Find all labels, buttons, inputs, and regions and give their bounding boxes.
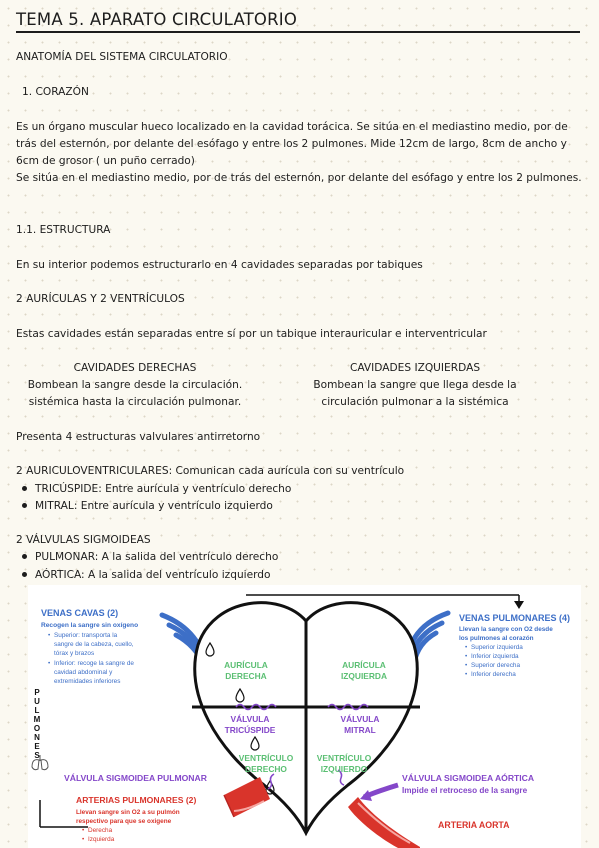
intro-paragraph-1: Es un órgano muscular hueco localizado en la cavidad torácica. Se sitúa en el mediastino medio, por de trás del esternón, por delante del esófago y entre los 2 pulmones. Mide 12cm de largo, 8cm de ancho y 6cm de grosor ( un puño cerrado)	[16, 121, 568, 167]
pulmones-letter: U	[34, 697, 40, 706]
bullet-icon: •	[48, 660, 51, 667]
bullet-icon: •	[82, 827, 85, 834]
av-heading: 2 AURICULOVENTRICULARES: Comunican cada aurícula con su ventrículo	[16, 465, 405, 477]
valvula-tricuspide-label: TRICÚSPIDE	[224, 725, 276, 735]
arterias-pulmonares-item: Derecha	[88, 827, 113, 834]
ventriculo-derecho-label: VENTRÍCULO	[238, 753, 294, 763]
list-item: PULMONAR: A la salida del ventrículo derecho	[22, 549, 278, 566]
cavities-count: 2 AURÍCULAS Y 2 VENTRÍCULOS	[16, 293, 185, 305]
venas-cavas-superior-line: Superior: transporta la	[54, 632, 118, 639]
venas-cavas-inferior-line: Inferior: recoge la sangre de	[54, 660, 134, 667]
valvula-mitral-label: VÁLVULA	[340, 714, 380, 724]
venas-pulmonares-item: Superior izquierda	[471, 644, 523, 651]
valvula-tricuspide-label: VÁLVULA	[230, 714, 270, 724]
bullet-icon: •	[465, 671, 468, 678]
estructura-heading: 1.1. ESTRUCTURA	[16, 224, 111, 236]
sigmoid-heading: 2 VÁLVULAS SIGMOIDEAS	[16, 534, 151, 546]
valves-intro: Presenta 4 estructuras valvulares antirretorno	[16, 431, 261, 443]
pulmones-letter: L	[34, 706, 40, 715]
right-cavities-heading: CAVIDADES DERECHAS	[73, 362, 197, 374]
left-cavities-line-1: Bombean la sangre que llega desde la	[313, 379, 517, 391]
venas-cavas-subtitle: Recogen la sangre sin oxígeno	[41, 622, 139, 629]
pulmones-letter: E	[34, 742, 40, 751]
title-underline	[16, 31, 580, 33]
arterias-pulmonares-item: Izquierda	[88, 836, 115, 843]
bullet-icon: •	[82, 836, 85, 843]
list-item: MITRAL: Entre aurícula y ventrículo izquierdo	[22, 498, 273, 515]
ventriculo-izquierdo-label: IZQUIERDO	[320, 764, 368, 774]
ventriculo-izquierdo-label: VENTRÍCULO	[316, 753, 372, 763]
right-cavities-line-2: sistémica hasta la circulación pulmonar.	[28, 396, 242, 408]
venas-cavas-superior-line: sangre de la cabeza, cuello,	[54, 641, 134, 648]
pulmones-letter: N	[34, 733, 40, 742]
auricula-izquierda-label: AURÍCULA	[342, 660, 386, 670]
valvula-sigmoidea-aortica-label: VÁLVULA SIGMOIDEA AÓRTICA	[402, 773, 535, 783]
intro-paragraph-2: Se sitúa en el mediastino medio, por de trás del esternón, por delante del esófago y entre los 2 pulmones.	[16, 172, 582, 184]
aortica-description: Impide el retroceso de la sangre	[402, 786, 528, 795]
subsection-heading: 1. CORAZÓN	[22, 86, 89, 98]
aorta-vessel	[348, 797, 420, 848]
venas-cavas-inferior-line: cavidad abdominal y	[54, 669, 113, 676]
left-cavities-line-2: circulación pulmonar a la sistémica	[321, 396, 509, 408]
bullet-icon: •	[465, 662, 468, 669]
right-cavities-line-1: Bombean la sangre desde la circulación.	[27, 379, 243, 391]
pulmones-letter: O	[33, 724, 41, 733]
list-item: AÓRTICA: A la salida del ventrículo izquierdo	[22, 567, 271, 584]
arterias-pulmonares-subtitle: Llevan sangre sin O2 a su pulmón	[76, 809, 180, 816]
auricula-izquierda-label: IZQUIERDA	[340, 671, 388, 681]
left-cavities-heading: CAVIDADES IZQUIERDAS	[349, 362, 481, 374]
bullet-icon: •	[48, 632, 51, 639]
valvula-sigmoidea-pulmonar-label: VÁLVULA SIGMOIDEA PULMONAR	[64, 773, 207, 783]
pulmones-letter: P	[34, 688, 40, 697]
venas-pulmonares-item: Inferior derecha	[471, 671, 516, 678]
ventriculo-derecho-label: DERECHO	[245, 764, 287, 774]
auricula-derecha-label: DERECHA	[225, 671, 267, 681]
section-heading: ANATOMÍA DEL SISTEMA CIRCULATORIO	[16, 51, 228, 63]
venas-pulmonares-subtitle: los pulmones al corazón	[459, 635, 534, 642]
bullet-icon: •	[465, 644, 468, 651]
arteria-aorta-label: ARTERIA AORTA	[438, 820, 510, 830]
venas-pulmonares-item: Superior derecha	[471, 662, 521, 669]
arrow-head-icon	[514, 601, 524, 609]
arterias-pulmonares-subtitle: respectivo para que se oxigene	[76, 818, 172, 825]
venas-pulmonares-item: Inferior izquierda	[471, 653, 519, 660]
auricula-derecha-label: AURÍCULA	[224, 660, 268, 670]
estructura-text: En su interior podemos estructurarlo en 4 cavidades separadas por tabiques	[16, 259, 423, 271]
venas-pulmonares-subtitle: Llevan la sangre con O2 desde	[459, 626, 553, 633]
septum-text: Estas cavidades están separadas entre sí por un tabique interauricular e interventricular	[16, 328, 487, 340]
heart-diagram	[28, 585, 581, 848]
bullet-icon: •	[465, 653, 468, 660]
venas-pulmonares-title: VENAS PULMONARES (4)	[459, 613, 571, 623]
arterias-pulmonares-title: ARTERIAS PULMONARES (2)	[76, 795, 197, 805]
venas-cavas-superior-line: tórax y brazos	[54, 650, 95, 657]
venas-cavas-inferior-line: extremidades inferiores	[54, 678, 121, 685]
list-item: TRICÚSPIDE: Entre aurícula y ventrículo derecho	[22, 481, 291, 498]
pulmones-letter: S	[34, 751, 40, 760]
valvula-mitral-label: MITRAL	[344, 725, 376, 735]
pulmones-letter: M	[33, 715, 41, 724]
venas-cavas-title: VENAS CAVAS (2)	[41, 608, 119, 618]
page-title: TEMA 5. APARATO CIRCULATORIO	[16, 10, 298, 29]
